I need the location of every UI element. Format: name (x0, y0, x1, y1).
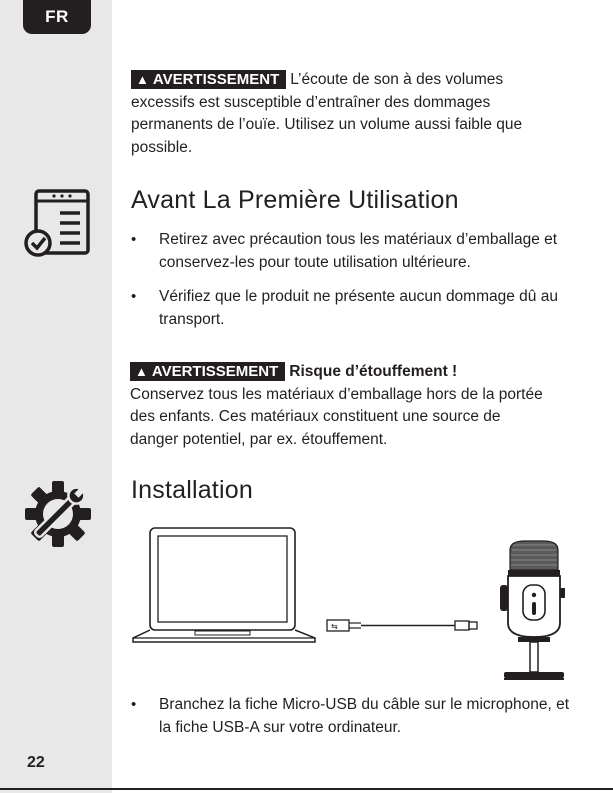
warning-block (130, 361, 550, 451)
warning-label: ▲ AVERTISSEMENT (130, 362, 285, 381)
warning-block (131, 69, 561, 159)
section-title: Avant La Première Utilisation (131, 186, 459, 214)
sidebar (0, 0, 112, 793)
warning-triangle-icon: ▲ (136, 72, 149, 87)
warning-text: L’écoute de son à des (290, 71, 442, 88)
section-installation (131, 476, 561, 505)
warning-text-rest: volumes excessifs est susceptible d’entraîner des dommages permanents de l’ouïe. Utilisez un volume aussi faible que possible. (131, 71, 523, 156)
language-badge: FR (23, 0, 91, 34)
section-title: Installation (131, 476, 253, 504)
bullet-list (131, 693, 571, 739)
svg-text:⇆: ⇆ (331, 622, 338, 631)
installation-illustration (125, 525, 565, 685)
page-number: 22 (27, 754, 45, 771)
list-item: • Vérifiez que le produit ne présente aucun dommage dû au transport. (131, 285, 561, 331)
usb-cable-illustration (327, 620, 477, 631)
page-bottom-rule (0, 788, 613, 790)
section-before-first-use (131, 186, 561, 331)
bullet-list (131, 228, 561, 331)
checklist-icon (24, 187, 92, 261)
gear-wrench-icon (22, 478, 94, 550)
installation-steps (131, 693, 571, 739)
laptop-illustration (133, 528, 315, 642)
list-item: • Retirez avec précaution tous les matériaux d’emballage et conservez-les pour toute utilisation ultérieure. (131, 228, 561, 274)
warning-label: ▲ AVERTISSEMENT (131, 70, 286, 89)
warning-title: Risque d’étouffement ! (289, 363, 458, 380)
warning-triangle-icon: ▲ (135, 364, 148, 379)
list-item: • Branchez la fiche Micro-USB du câble sur le microphone, et la fiche USB-A sur votre ordinateur. (131, 693, 571, 739)
microphone-illustration (500, 541, 565, 680)
warning-text: Conservez tous les matériaux d’emballage hors de la portée des enfants. Ces matériaux constituent une source de danger potentiel, par ex. étouffement. (130, 385, 543, 448)
